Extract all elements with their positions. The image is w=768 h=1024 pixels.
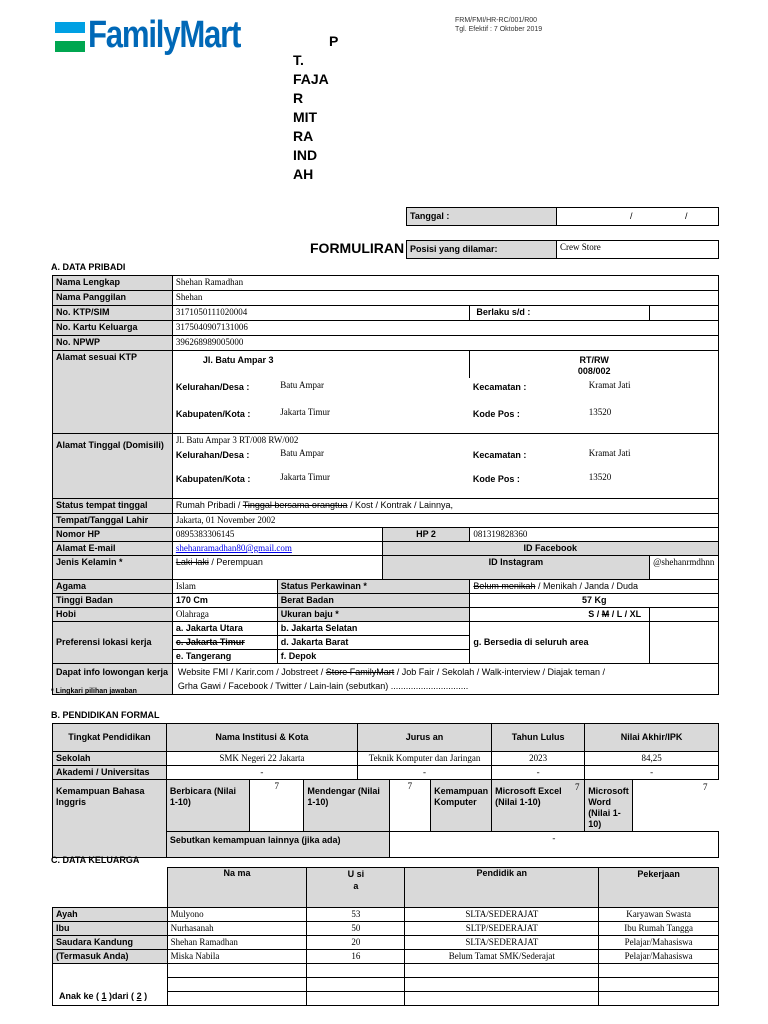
- family-pendidikan[interactable]: [405, 992, 599, 1006]
- berlaku-value[interactable]: [650, 306, 719, 321]
- tinggi-value[interactable]: 170 Cm: [172, 594, 277, 608]
- info-line-2[interactable]: Grha Gawi / Facebook / Twitter / Lain-lain (sebutkan) ...............................: [177, 681, 469, 691]
- nama-panggilan-label: Nama Panggilan: [53, 291, 173, 306]
- tinggi-label: Tinggi Badan: [53, 594, 173, 608]
- opt-perempuan[interactable]: / Perempuan: [208, 557, 263, 567]
- ukuran-baju-label: Ukuran baju *: [277, 608, 470, 622]
- alamat-tinggal-jalan[interactable]: Jl. Batu Ampar 3 RT/008 RW/002: [172, 433, 718, 447]
- pos-label: Kode Pos :: [470, 405, 586, 433]
- opt-belum-menikah[interactable]: Belum menikah: [473, 581, 536, 591]
- kel-value[interactable]: Batu Ampar: [280, 380, 325, 390]
- header-usia: U si a: [307, 868, 405, 908]
- info-opt-c[interactable]: / Job Fair / Sekolah / Walk-interview / Diajak teman /: [394, 667, 606, 677]
- tanggal-field[interactable]: [557, 208, 719, 226]
- anak-ke: [53, 964, 168, 1006]
- pos-label: Kode Pos :: [470, 471, 586, 499]
- family-table: [52, 867, 719, 1006]
- ukuran-baju-options[interactable]: [470, 608, 650, 622]
- nama-panggilan-value[interactable]: Shehan: [172, 291, 718, 306]
- kk-label: No. Kartu Keluarga: [53, 321, 173, 336]
- pos-value[interactable]: 13520: [586, 471, 719, 499]
- berlaku-label: Berlaku s/d :: [470, 306, 650, 321]
- section-c-title: C. DATA KELUARGA: [51, 855, 140, 865]
- alamat-ktp-rtrw[interactable]: [470, 351, 719, 379]
- hobi-label: Hobi: [53, 608, 173, 622]
- family-pendidikan[interactable]: SLTA/SEDERAJAT: [405, 936, 599, 950]
- opt-m[interactable]: M: [601, 609, 610, 619]
- nama-lengkap-label: Nama Lengkap: [53, 276, 173, 291]
- anak-ke-c: ): [141, 991, 148, 1001]
- company-line: AH: [293, 166, 314, 182]
- family-nama[interactable]: Mulyono: [167, 908, 307, 922]
- blank-header: [53, 868, 168, 908]
- doc-effective-date: Tgl. Efektif : 7 Oktober 2019: [455, 26, 543, 33]
- instagram-value[interactable]: @shehanrmdhnn: [650, 556, 719, 580]
- family-usia[interactable]: [307, 964, 405, 978]
- npwp-label: No. NPWP: [53, 336, 173, 351]
- company-line: MIT: [293, 109, 318, 125]
- email-label: Alamat E-mail: [53, 542, 173, 556]
- excel-value[interactable]: 7: [575, 782, 580, 792]
- position-table: [406, 240, 719, 259]
- info-opt-a[interactable]: Website FMI / Karir.com / Jobstreet /: [177, 667, 326, 677]
- edu-tahun[interactable]: -: [492, 766, 585, 780]
- edu-nilai[interactable]: 84,25: [585, 752, 719, 766]
- bicara-value[interactable]: 7: [250, 780, 304, 832]
- word-value[interactable]: 7: [703, 782, 708, 792]
- family-pekerjaan[interactable]: Ibu Rumah Tangga: [599, 922, 719, 936]
- company-name: [293, 32, 343, 184]
- excel-label: Microsoft Excel (Nilai 1-10): [492, 780, 585, 832]
- lainnya-label: Sebutkan kemampuan lainnya (jika ada): [166, 832, 389, 858]
- anak-dari-value[interactable]: 2: [136, 991, 142, 1001]
- posisi-value[interactable]: Crew Store: [557, 241, 719, 259]
- logo-blue-stripe: [55, 22, 85, 33]
- header-tingkat: Tingkat Pendidikan: [53, 724, 167, 752]
- family-pekerjaan[interactable]: Pelajar/Mahasiswa: [599, 936, 719, 950]
- berat-label: Berat Badan: [277, 594, 470, 608]
- agama-value[interactable]: Islam: [172, 580, 277, 594]
- family-nama[interactable]: [167, 978, 307, 992]
- perkawinan-options[interactable]: [470, 580, 719, 594]
- logo-green-stripe: [55, 41, 85, 52]
- ttl-value[interactable]: Jakarta, 01 November 2002: [172, 514, 718, 528]
- edu-institusi[interactable]: SMK Negeri 22 Jakarta: [166, 752, 357, 766]
- lokasi-c[interactable]: c. Jakarta Timur: [172, 636, 277, 650]
- company-line: P: [329, 33, 339, 49]
- nama-lengkap-value[interactable]: Shehan Ramadhan: [172, 276, 718, 291]
- rtrw-value: 008/002: [577, 366, 611, 376]
- lokasi-b[interactable]: b. Jakarta Selatan: [277, 622, 470, 636]
- family-nama[interactable]: Miska Nabila: [167, 950, 307, 964]
- family-usia[interactable]: [307, 992, 405, 1006]
- info-opt-store[interactable]: Store FamilyMart: [325, 667, 395, 677]
- header-pendidikan: Pendidik an: [405, 868, 599, 908]
- instagram-label: ID Instagram: [382, 556, 649, 580]
- status-tinggal-label: Status tempat tinggal: [53, 499, 173, 514]
- opt-rumah[interactable]: Rumah Pribadi /: [175, 500, 243, 510]
- family-usia[interactable]: 53: [307, 908, 405, 922]
- posisi-label: Posisi yang dilamar:: [407, 241, 557, 259]
- kec-label: Kecamatan :: [472, 449, 527, 460]
- word-label: [585, 780, 633, 832]
- header-nama: Na ma: [167, 868, 307, 908]
- family-pendidikan[interactable]: SLTP/SEDERAJAT: [405, 922, 599, 936]
- header-jurusan: Jurus an: [357, 724, 491, 752]
- opt-lainnya[interactable]: / Kost / Kontrak / Lainnya,: [347, 500, 454, 510]
- anak-ke-b: )dari (: [106, 991, 137, 1001]
- anak-ke-value[interactable]: 1: [101, 991, 107, 1001]
- jenis-kelamin-options[interactable]: [172, 556, 382, 580]
- familymart-logo: [55, 14, 245, 74]
- lainnya-value[interactable]: -: [389, 832, 718, 858]
- kab-value[interactable]: Jakarta Timur: [277, 405, 470, 433]
- company-line: FAJA: [293, 71, 329, 87]
- opt-orangtua[interactable]: Tinggal bersama orangtua: [242, 500, 348, 510]
- hobi-value[interactable]: Olahraga: [172, 608, 277, 622]
- opt-l-xl[interactable]: / L / XL: [609, 609, 642, 619]
- family-pekerjaan[interactable]: Karyawan Swasta: [599, 908, 719, 922]
- tanggal-sep: /: [685, 211, 688, 221]
- ktp-value[interactable]: 3171050111020004: [172, 306, 470, 321]
- family-nama[interactable]: [167, 992, 307, 1006]
- header-pekerjaan: Pekerjaan: [599, 868, 719, 908]
- dengar-value[interactable]: 7: [389, 780, 430, 832]
- lokasi-label: Preferensi lokasi kerja: [53, 622, 173, 664]
- kab-value[interactable]: Jakarta Timur: [277, 471, 470, 499]
- alamat-tinggal-label: Alamat Tinggal (Domisili): [53, 433, 173, 499]
- rel-termasuk: (Termasuk Anda): [53, 950, 168, 964]
- berat-value[interactable]: 57 Kg: [470, 594, 719, 608]
- edu-jurusan[interactable]: -: [357, 766, 491, 780]
- kk-value[interactable]: 3175040907131006: [172, 321, 718, 336]
- family-usia[interactable]: 16: [307, 950, 405, 964]
- opt-s[interactable]: S /: [588, 609, 602, 619]
- lokasi-g[interactable]: g. Bersedia di seluruh area: [470, 622, 650, 664]
- ttl-label: Tempat/Tanggal Lahir: [53, 514, 173, 528]
- kel-label: Kelurahan/Desa :: [172, 378, 277, 405]
- kel-label: Kelurahan/Desa :: [172, 447, 277, 471]
- info-line-1: [178, 665, 715, 679]
- status-tinggal-options[interactable]: [172, 499, 718, 514]
- hp-value[interactable]: 0895383306145: [172, 528, 382, 542]
- hp-label: Nomor HP: [53, 528, 173, 542]
- company-line: R: [293, 90, 304, 106]
- ktp-label: No. KTP/SIM: [53, 306, 173, 321]
- header-tahun: Tahun Lulus: [492, 724, 585, 752]
- pos-value[interactable]: 13520: [586, 405, 719, 433]
- jenis-kelamin-label: Jenis Kelamin *: [53, 556, 173, 580]
- lokasi-d[interactable]: d. Jakarta Barat: [277, 636, 470, 650]
- npwp-value[interactable]: 396268989005000: [172, 336, 718, 351]
- family-nama[interactable]: [167, 964, 307, 978]
- info-lowongan-options[interactable]: [172, 664, 718, 695]
- dengar-label: Mendengar (Nilai 1-10): [304, 780, 389, 832]
- email-link[interactable]: shehanramadhan80@gmail.com: [175, 543, 292, 553]
- rtrw-label: RT/RW: [579, 355, 609, 365]
- agama-label: Agama: [53, 580, 173, 594]
- tanggal-label: Tanggal :: [407, 208, 557, 226]
- edu-tingkat: Akademi / Universitas: [53, 766, 167, 780]
- opt-menikah[interactable]: / Menikah / Janda / Duda: [535, 581, 638, 591]
- hp2-label: HP 2: [382, 528, 470, 542]
- rel-ayah: Ayah: [53, 908, 168, 922]
- kec-value[interactable]: Kramat Jati: [586, 447, 719, 471]
- edu-institusi[interactable]: -: [166, 766, 357, 780]
- footnote: * Lingkari pilihan jawaban: [51, 688, 137, 695]
- family-pendidikan[interactable]: SLTA/SEDERAJAT: [405, 908, 599, 922]
- hp2-value[interactable]: 081319828360: [470, 528, 719, 542]
- family-pendidikan[interactable]: [405, 964, 599, 978]
- section-b-title: B. PENDIDIKAN FORMAL: [51, 710, 160, 720]
- alamat-ktp-label: Alamat sesuai KTP: [53, 351, 173, 434]
- family-pekerjaan[interactable]: [599, 964, 719, 978]
- family-pekerjaan[interactable]: [599, 992, 719, 1006]
- family-usia[interactable]: 50: [307, 922, 405, 936]
- lokasi-f[interactable]: f. Depok: [277, 650, 470, 664]
- header-institusi: Nama Institusi & Kota: [166, 724, 357, 752]
- family-pekerjaan[interactable]: Pelajar/Mahasiswa: [599, 950, 719, 964]
- perkawinan-label: Status Perkawinan *: [277, 580, 470, 594]
- komputer-label: Kemampuan Komputer: [431, 780, 492, 832]
- family-pendidikan[interactable]: Belum Tamat SMK/Sederajat: [405, 950, 599, 964]
- family-usia[interactable]: 20: [307, 936, 405, 950]
- document-reference: [455, 16, 542, 34]
- family-pendidikan[interactable]: [405, 978, 599, 992]
- lokasi-e[interactable]: e. Tangerang: [172, 650, 277, 664]
- edu-jurusan[interactable]: Teknik Komputer dan Jaringan: [357, 752, 491, 766]
- doc-code: FRM/FMI/HR-RC/001/R00: [455, 17, 538, 24]
- family-pekerjaan[interactable]: [599, 978, 719, 992]
- family-nama[interactable]: Shehan Ramadhan: [167, 936, 307, 950]
- anak-ke-a: Anak ke (: [59, 991, 102, 1001]
- empty-cell: [650, 622, 719, 664]
- education-table: [52, 723, 719, 858]
- company-line: IND: [293, 147, 318, 163]
- opt-laki[interactable]: Laki-laki: [175, 557, 209, 567]
- section-a-title: A. DATA PRIBADI: [51, 262, 126, 272]
- alamat-ktp-jalan[interactable]: Jl. Batu Ampar 3: [172, 351, 470, 379]
- word-text: Microsoft Word (Nilai 1-10): [588, 786, 629, 829]
- kab-label: Kabupaten/Kota :: [172, 471, 277, 499]
- email-value[interactable]: [172, 542, 382, 556]
- date-table: [406, 207, 719, 226]
- empty-cell: [650, 608, 719, 622]
- bicara-label: Berbicara (Nilai 1-10): [166, 780, 249, 832]
- header-nilai: Nilai Akhir/IPK: [585, 724, 719, 752]
- rel-ibu: Ibu: [53, 922, 168, 936]
- personal-data-table: [52, 275, 719, 695]
- logo-wordmark: FamilyMart: [88, 14, 241, 56]
- lokasi-a[interactable]: a. Jakarta Utara: [172, 622, 277, 636]
- kec-value[interactable]: Kramat Jati: [586, 378, 719, 405]
- form-title: FORMULIRAN: [310, 240, 405, 256]
- company-line: T.: [293, 52, 304, 68]
- kec-label: Kecamatan :: [472, 382, 527, 392]
- info-lowongan-label: Dapat info lowongan kerja: [53, 664, 173, 695]
- edu-tahun[interactable]: 2023: [492, 752, 585, 766]
- bahasa-inggris-label: Kemampuan Bahasa Inggris: [53, 780, 167, 858]
- logo-white-stripe: [55, 33, 85, 41]
- company-line: RA: [293, 128, 314, 144]
- facebook-label: ID Facebook: [382, 542, 718, 556]
- kel-value[interactable]: Batu Ampar: [280, 447, 325, 458]
- family-usia[interactable]: [307, 978, 405, 992]
- rel-saudara: Saudara Kandung: [53, 936, 168, 950]
- tanggal-sep: /: [630, 211, 633, 221]
- edu-nilai[interactable]: -: [585, 766, 719, 780]
- family-nama[interactable]: Nurhasanah: [167, 922, 307, 936]
- edu-tingkat: Sekolah: [53, 752, 167, 766]
- kab-label: Kabupaten/Kota :: [172, 405, 277, 433]
